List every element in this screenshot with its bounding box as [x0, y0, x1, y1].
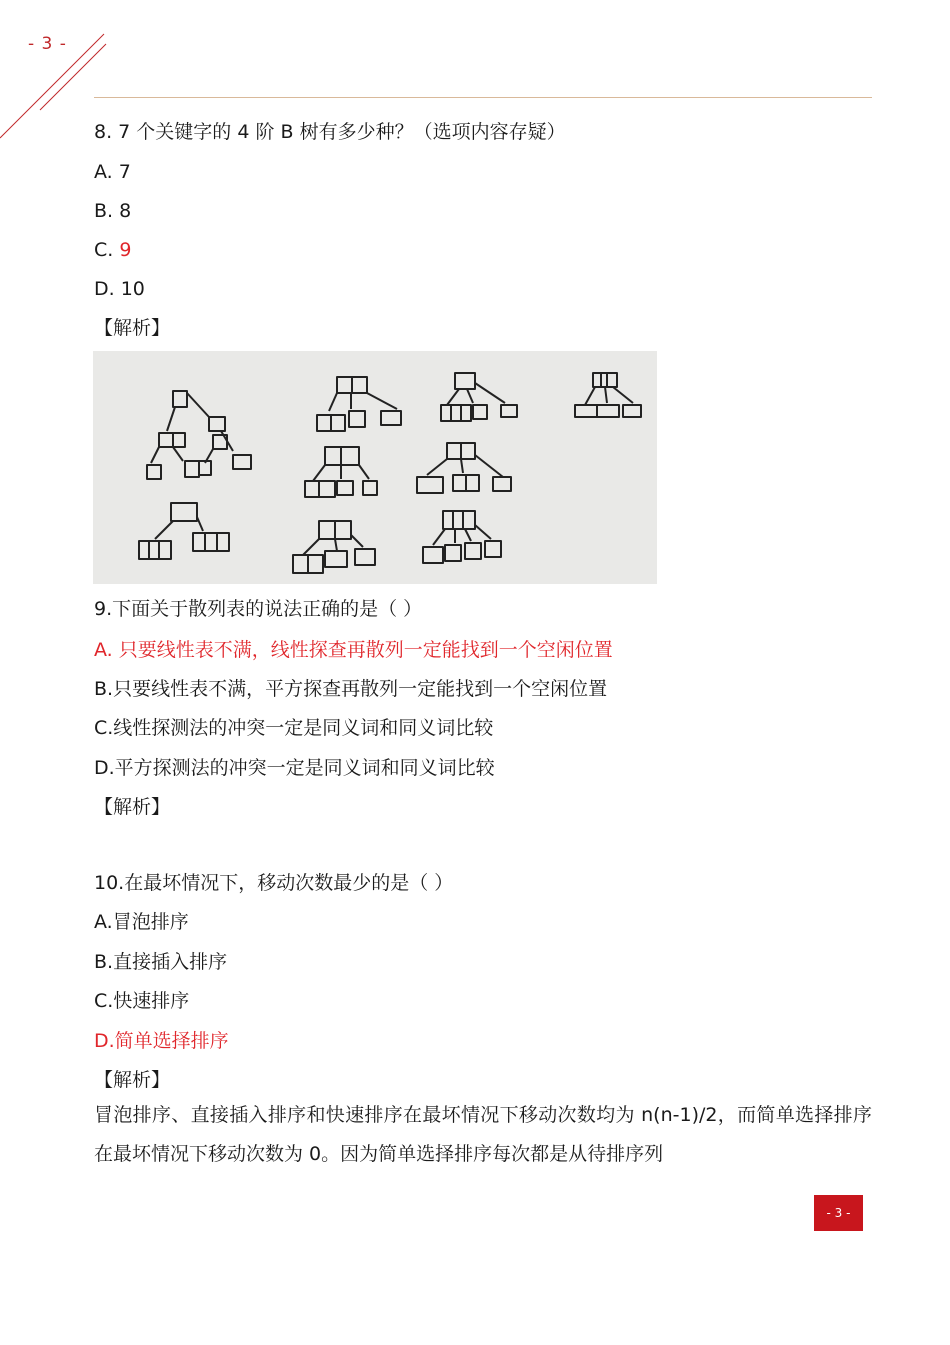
- q10-option-c: C.快速排序: [94, 990, 190, 1012]
- header-rule: [94, 97, 872, 98]
- q10-question: 10.在最坏情况下，移动次数最少的是（ ）: [94, 872, 454, 894]
- q9-option-b: B.只要线性表不满，平方探查再散列一定能找到一个空闲位置: [94, 678, 608, 700]
- q10-analysis-label: 【解析】: [94, 1069, 171, 1091]
- btree-sketch-1: [147, 391, 251, 479]
- header-page-number: - 3 -: [28, 34, 67, 54]
- btree-sketch-8: [293, 521, 375, 573]
- q10-option-b: B.直接插入排序: [94, 951, 228, 973]
- q8-option-a: A. 7: [94, 161, 131, 183]
- q10-option-d-answer: D.简单选择排序: [94, 1030, 229, 1052]
- q10-option-a: A.冒泡排序: [94, 911, 189, 933]
- q9-question: 9.下面关于散列表的说法正确的是（ ）: [94, 598, 423, 620]
- q8-option-d: D. 10: [94, 278, 145, 300]
- q9-option-a-answer: A. 只要线性表不满，线性探查再散列一定能找到一个空闲位置: [94, 639, 613, 661]
- btree-sketch-5: [305, 447, 377, 497]
- btree-sketch-7: [139, 503, 229, 559]
- q8-option-c: C. 9: [94, 239, 132, 261]
- btree-sketch-image: [93, 351, 657, 584]
- btree-sketch-3: [441, 373, 517, 421]
- q8-question: 8. 7 个关键字的 4 阶 B 树有多少种？（选项内容存疑）: [94, 121, 566, 143]
- q8-option-b: B. 8: [94, 200, 132, 222]
- btree-sketch-6: [417, 443, 511, 493]
- q9-option-c: C.线性探测法的冲突一定是同义词和同义词比较: [94, 717, 494, 739]
- btree-sketch-2: [317, 377, 401, 431]
- q9-analysis-label: 【解析】: [94, 796, 171, 818]
- footer-page-number: - 3 -: [814, 1195, 863, 1231]
- q8-answer: 9: [119, 239, 132, 261]
- q9-option-d: D.平方探测法的冲突一定是同义词和同义词比较: [94, 757, 495, 779]
- btree-sketch-4: [575, 373, 641, 417]
- q10-analysis-text: 冒泡排序、直接插入排序和快速排序在最坏情况下移动次数均为 n(n-1)/2，而简单选择排序在最坏情况下移动次数为 0。因为简单选择排序每次都是从待排序列: [94, 1104, 872, 1165]
- btree-sketch-9: [423, 511, 501, 563]
- q8-analysis-label: 【解析】: [94, 317, 171, 339]
